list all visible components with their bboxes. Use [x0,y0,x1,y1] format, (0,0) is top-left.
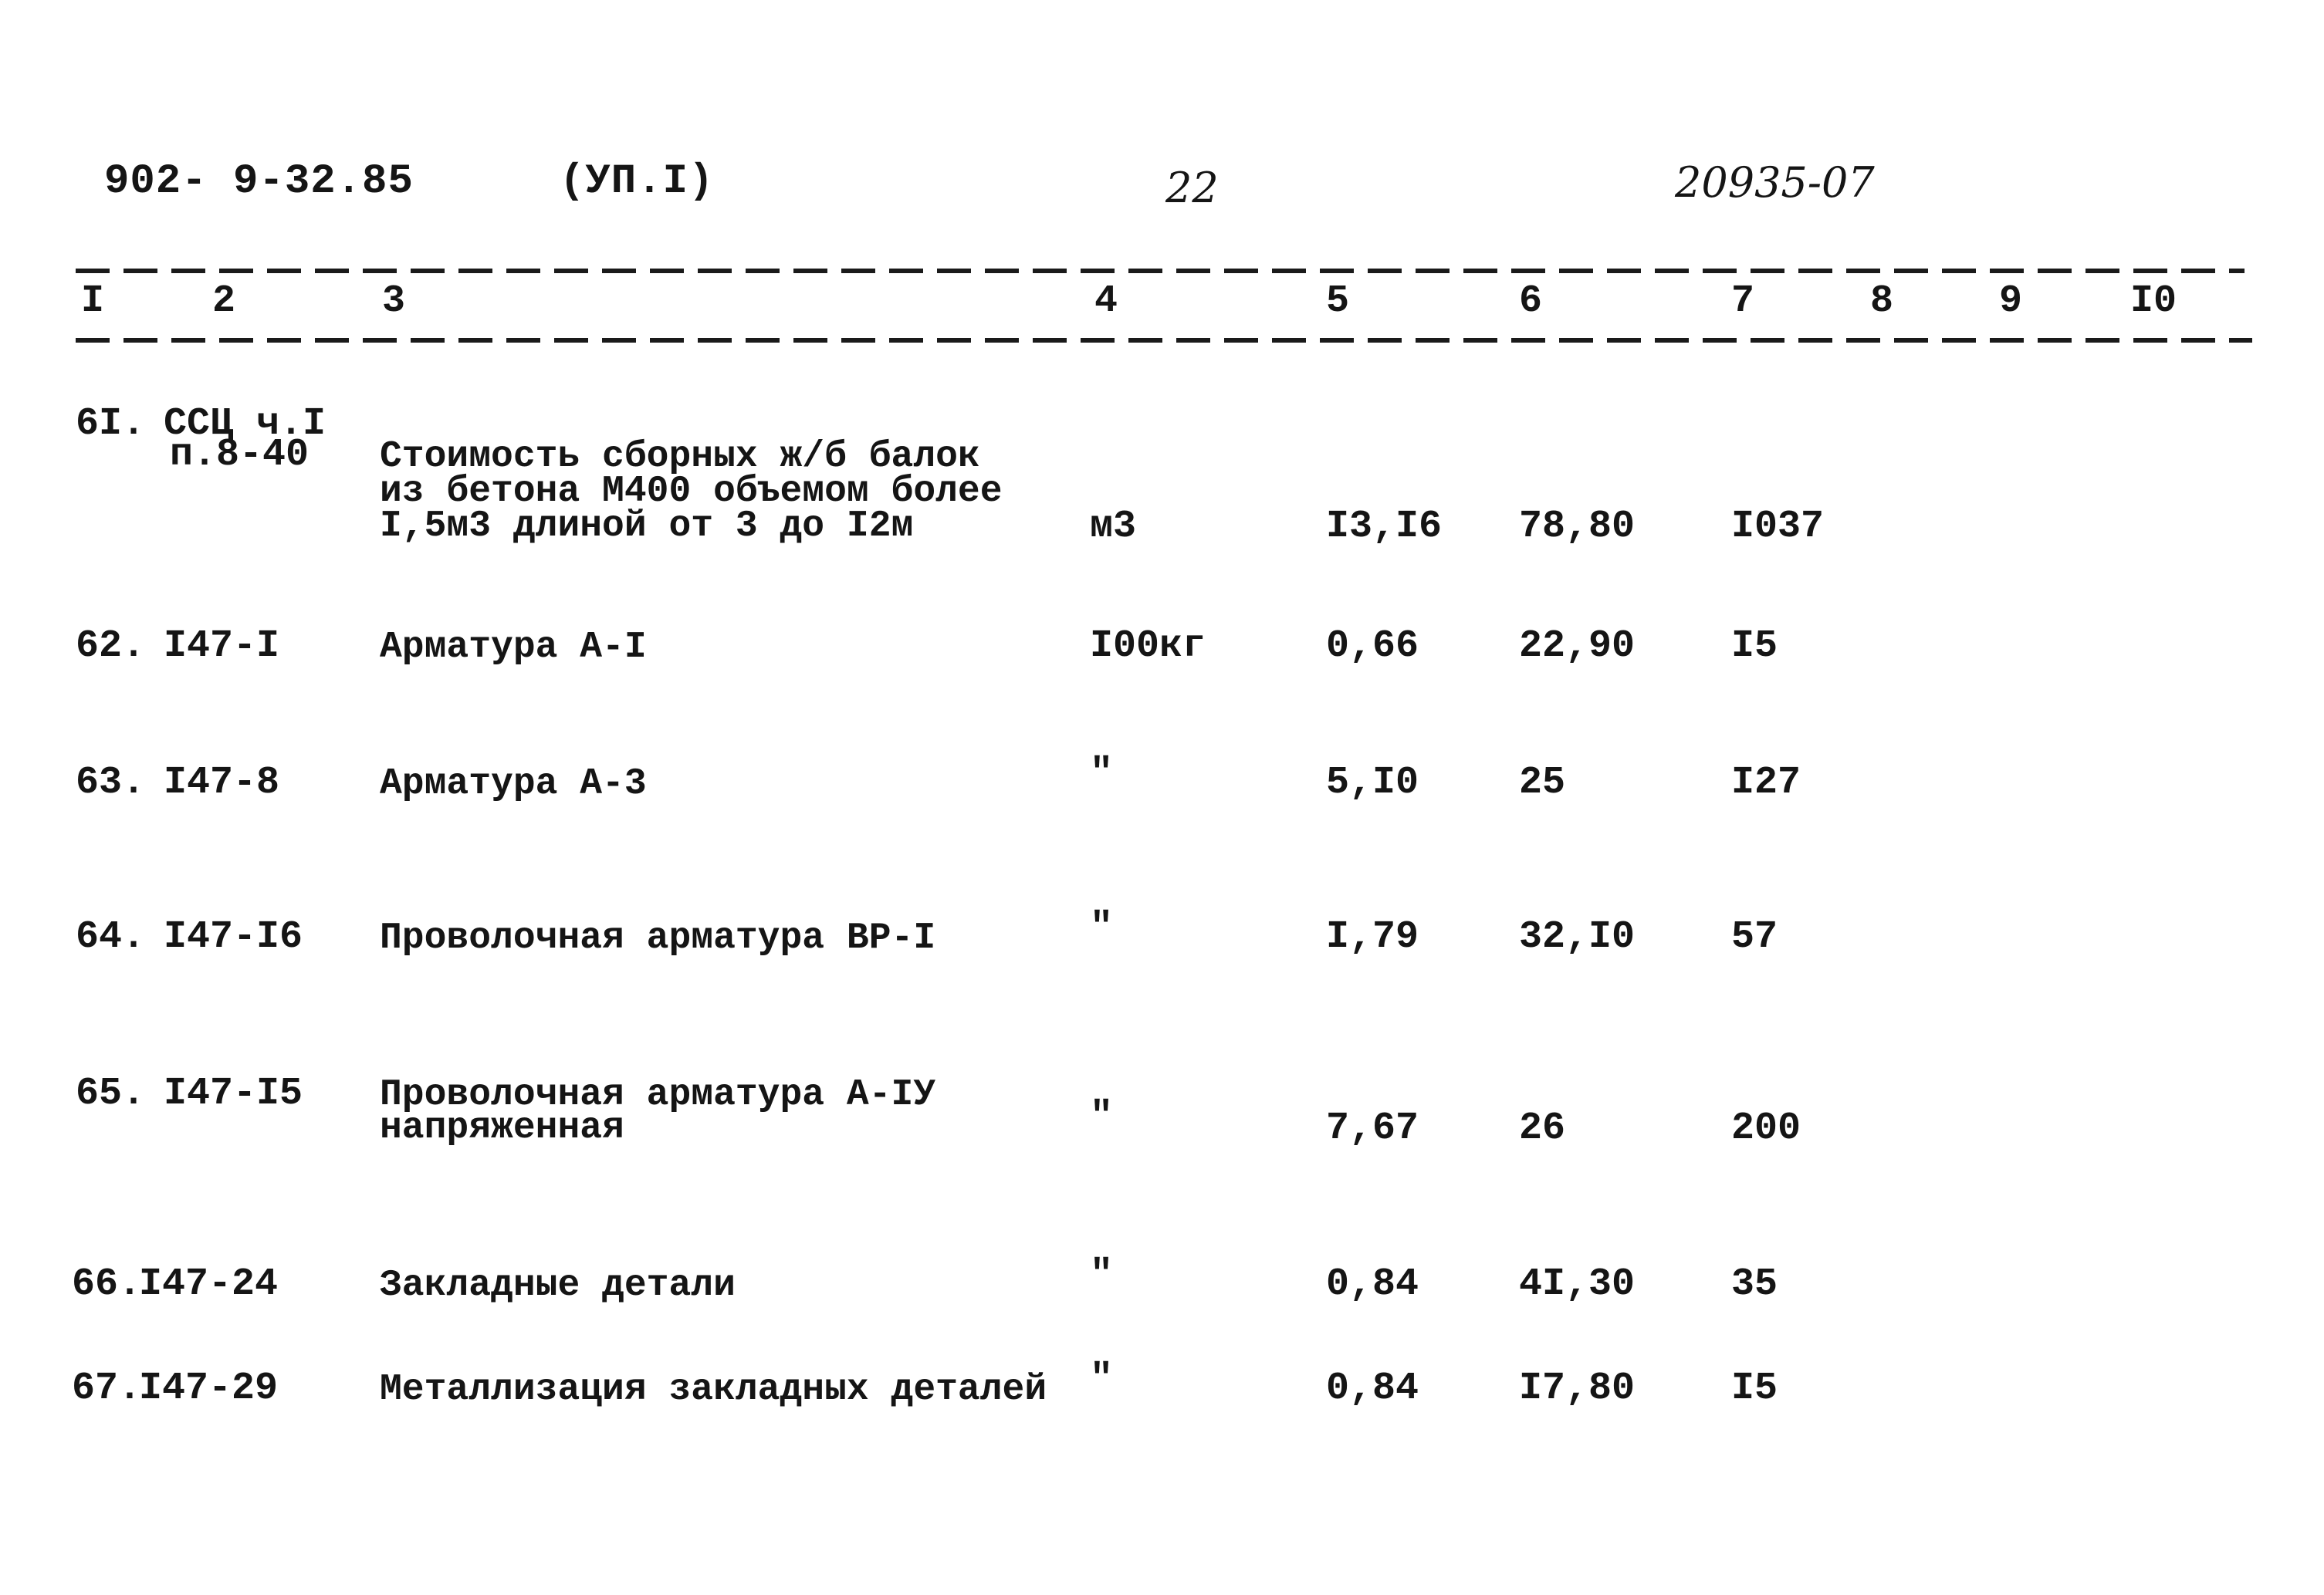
column-header: I0 [2130,279,2177,323]
row-number: 64. [76,915,146,959]
inventory-number: 20935-07 [1675,158,1875,207]
total-cost: 57 [1731,915,1778,959]
code-line: ССЦ ч.I [164,402,326,446]
unit-price: 22,90 [1519,624,1636,668]
description-line: Закладные детали [380,1265,736,1306]
description-line: Арматура А-I [380,627,647,668]
column-header: 8 [1870,279,1894,323]
description-line: Проволочная арматура ВР-I [380,917,936,959]
doc-code: 902- 9-32.85 [104,158,414,205]
code-line: I47-8 [164,761,280,805]
quantity: 0,84 [1326,1262,1419,1306]
quantity: I,79 [1326,915,1419,959]
description-line: Арматура А-3 [380,763,647,805]
unit-price: I7,80 [1519,1367,1636,1411]
quantity: 7,67 [1326,1107,1419,1151]
page-number: 22 [1165,164,1219,212]
row-number: 67. [72,1367,142,1411]
quantity: 5,I0 [1326,761,1419,805]
description-line: Стоимость сборных ж/б балок [380,436,980,478]
total-cost: 35 [1731,1262,1778,1306]
total-cost: I037 [1731,505,1825,549]
row-number: 62. [76,624,146,668]
header-rule-top [76,269,2245,273]
row-number: 66. [72,1262,142,1306]
description-line: Металлизация закладных деталей [380,1369,1047,1411]
column-header: 5 [1326,279,1350,323]
header-rule-bottom [76,338,2252,343]
row-number: 63. [76,761,146,805]
row-number: 6I. [76,402,146,446]
code-line: I47-29 [139,1367,279,1411]
unit: " [1090,1095,1114,1139]
description-line: из бетона М400 объемом более [380,471,1003,512]
total-cost: 200 [1731,1107,1801,1151]
unit-price: 26 [1519,1107,1566,1151]
description-line: Проволочная арматура А-IУ [380,1074,936,1116]
total-cost: I5 [1731,1367,1778,1411]
unit: " [1090,752,1114,796]
unit: I00кг [1090,624,1206,668]
quantity: I3,I6 [1326,505,1443,549]
column-header: 4 [1094,279,1118,323]
column-header: 9 [1999,279,2023,323]
description-line: напряженная [380,1107,624,1149]
column-header: 2 [212,279,236,323]
column-header: 6 [1519,279,1543,323]
unit: м3 [1090,505,1137,549]
total-cost: I5 [1731,624,1778,668]
code-line: I47-I [164,624,280,668]
code-line: I47-I5 [164,1072,303,1116]
row-number: 65. [76,1072,146,1116]
quantity: 0,84 [1326,1367,1419,1411]
column-header: I [81,279,105,323]
unit: " [1090,1357,1114,1401]
column-header: 3 [382,279,406,323]
description-line: I,5м3 длиной от 3 до I2м [380,505,914,547]
unit-price: 32,I0 [1519,915,1636,959]
quantity: 0,66 [1326,624,1419,668]
unit-price: 25 [1519,761,1566,805]
code-line: I47-24 [139,1262,279,1306]
unit: " [1090,906,1114,950]
code-line: п.8-40 [170,433,310,477]
unit: " [1090,1253,1114,1297]
unit-price: 78,80 [1519,505,1636,549]
column-header: 7 [1731,279,1755,323]
code-line: I47-I6 [164,915,303,959]
total-cost: I27 [1731,761,1801,805]
unit-price: 4I,30 [1519,1262,1636,1306]
section-code: (УП.I) [560,158,715,205]
